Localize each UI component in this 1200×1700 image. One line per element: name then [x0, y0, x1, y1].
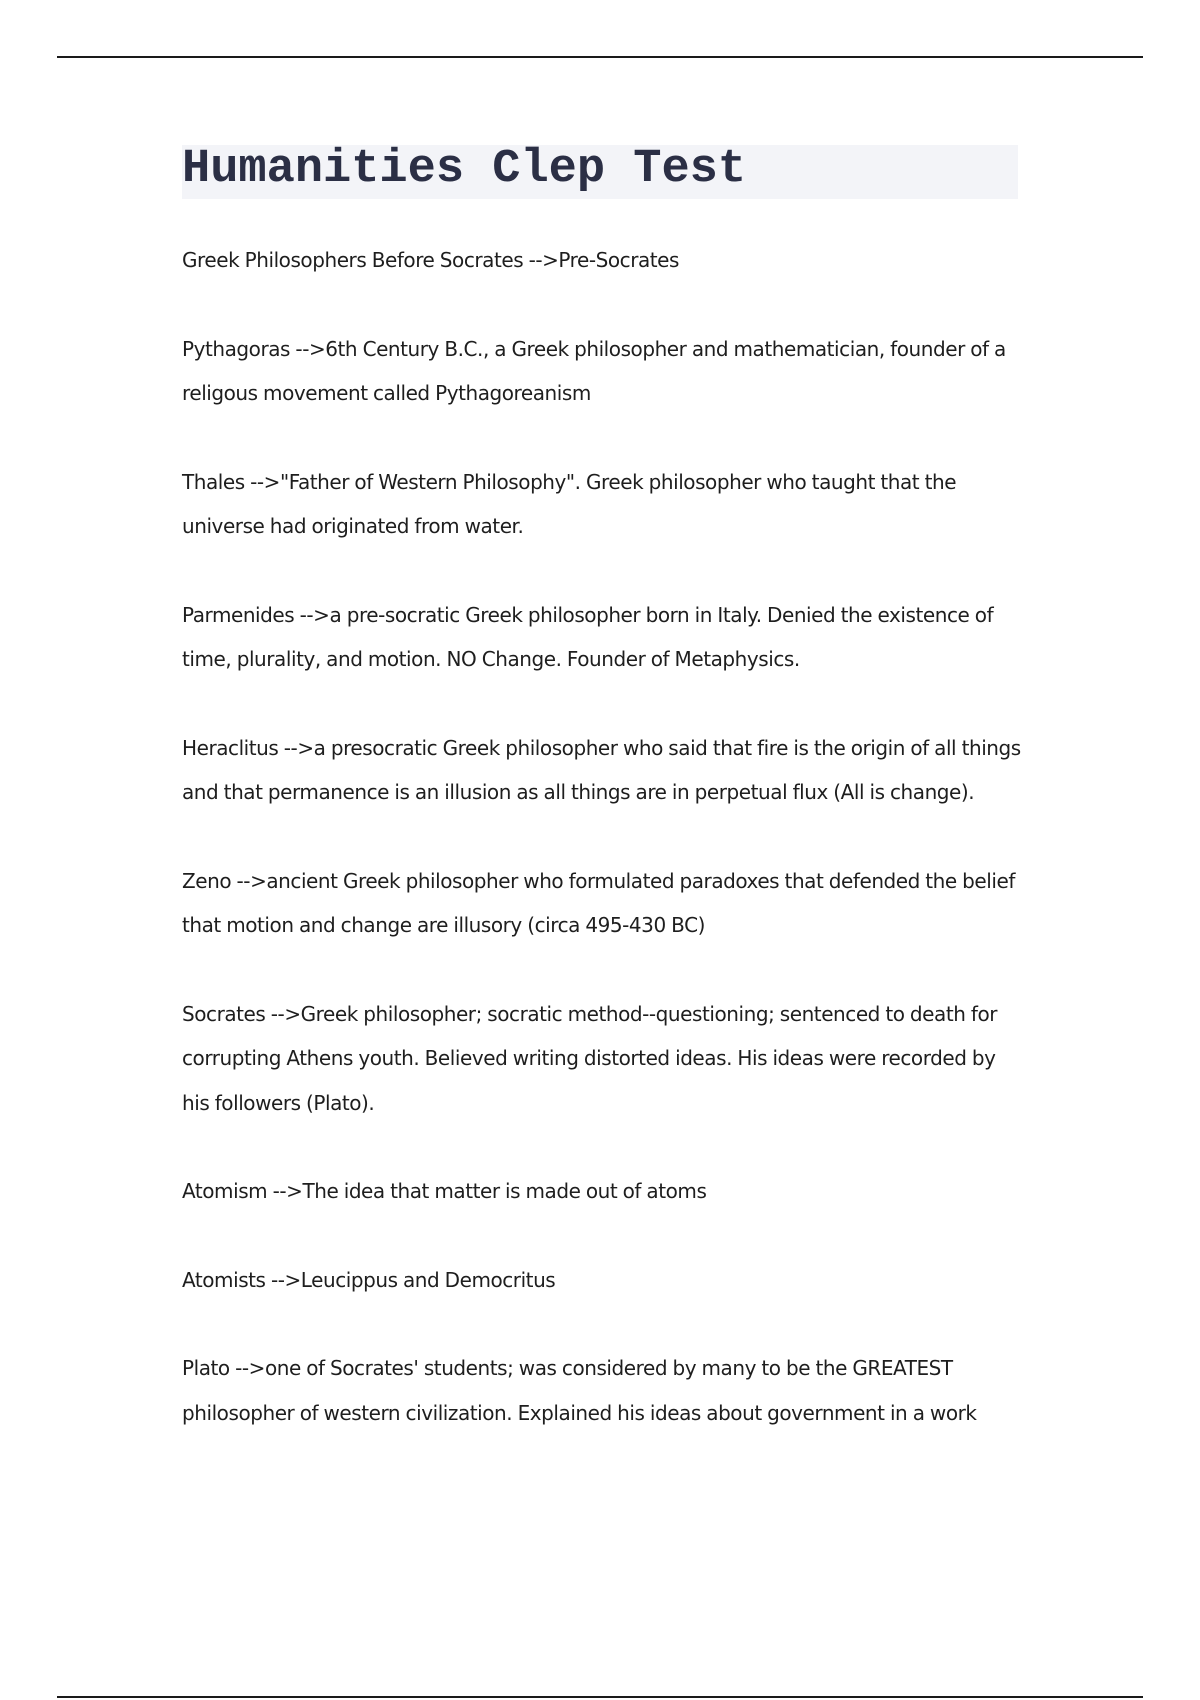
entry-separator: -->: [294, 602, 330, 627]
entry-parmenides: [182, 593, 1022, 682]
entry-term: Atomism: [182, 1179, 268, 1203]
entry-term: Pythagoras: [182, 336, 291, 361]
entry-term: Greek Philosophers Before Socrates: [182, 248, 524, 272]
entry-term: Parmenides: [182, 602, 295, 627]
entry-separator: -->: [231, 868, 267, 893]
entry-separator: -->: [229, 1356, 265, 1380]
entry-pythagoras: [182, 327, 1022, 416]
entry-heraclitus: [182, 726, 1022, 815]
entry-definition: "Father of Western Philosophy". Greek philosopher who taught that the universe had originated from water.: [182, 469, 957, 538]
entry-separator: -->: [244, 469, 280, 494]
entry-separator: -->: [290, 336, 326, 361]
entry-definition: one of Socrates' students; was considered by many to be the GREATEST philosopher of western civilization. Explained his ideas about government in a work: [182, 1356, 977, 1425]
entry-definition: a presocratic Greek philosopher who said that fire is the origin of all things and that permanence is an illusion as all things are in perpetual flux (All is change).: [182, 735, 1021, 804]
entry-definition: ancient Greek philosopher who formulated paradoxes that defended the belief that motion and change are illusory (circa 495-430 BC): [182, 868, 1015, 937]
entry-zeno: [182, 859, 1022, 948]
entry-term: Atomists: [182, 1267, 266, 1292]
entry-definition: Greek philosopher; socratic method--questioning; sentenced to death for corrupting Athens youth. Believed writing distorted ideas. His ideas were recorded by his followers (Plato).: [182, 1001, 998, 1115]
entry-plato: [182, 1346, 1022, 1435]
entry-atomism: [182, 1169, 1022, 1214]
entry-definition: Leucippus and Democritus: [300, 1267, 556, 1292]
entry-definition: Pre-Socrates: [558, 248, 680, 272]
entry-separator: -->: [265, 1001, 301, 1026]
entry-term: Plato: [182, 1356, 230, 1380]
entry-term: Thales: [182, 469, 245, 494]
entry-term: Zeno: [182, 868, 232, 893]
entries-list: [182, 238, 1022, 1479]
entry-separator: -->: [523, 248, 559, 272]
entry-separator: -->: [267, 1179, 303, 1203]
entry-term: Socrates: [182, 1001, 266, 1026]
document-title: Humanities Clep Test: [182, 143, 747, 196]
entry-definition: The idea that matter is made out of atoms: [302, 1179, 707, 1203]
header-rule: [57, 56, 1143, 58]
footer-rule: [57, 1696, 1143, 1698]
entry-atomists: [182, 1258, 1022, 1303]
entry-definition: 6th Century B.C., a Greek philosopher and mathematician, founder of a religous movement called Pythagoreanism: [182, 336, 1006, 405]
entry-socrates: [182, 992, 1022, 1126]
entry-separator: -->: [265, 1267, 301, 1292]
entry-greek-philosophers: [182, 238, 1022, 283]
entry-term: Heraclitus: [182, 735, 279, 760]
entry-thales: [182, 460, 1022, 549]
entry-separator: -->: [278, 735, 314, 760]
entry-definition: a pre-socratic Greek philosopher born in Italy. Denied the existence of time, plurality, and motion. NO Change. Founder of Metaphysics.: [182, 602, 994, 671]
